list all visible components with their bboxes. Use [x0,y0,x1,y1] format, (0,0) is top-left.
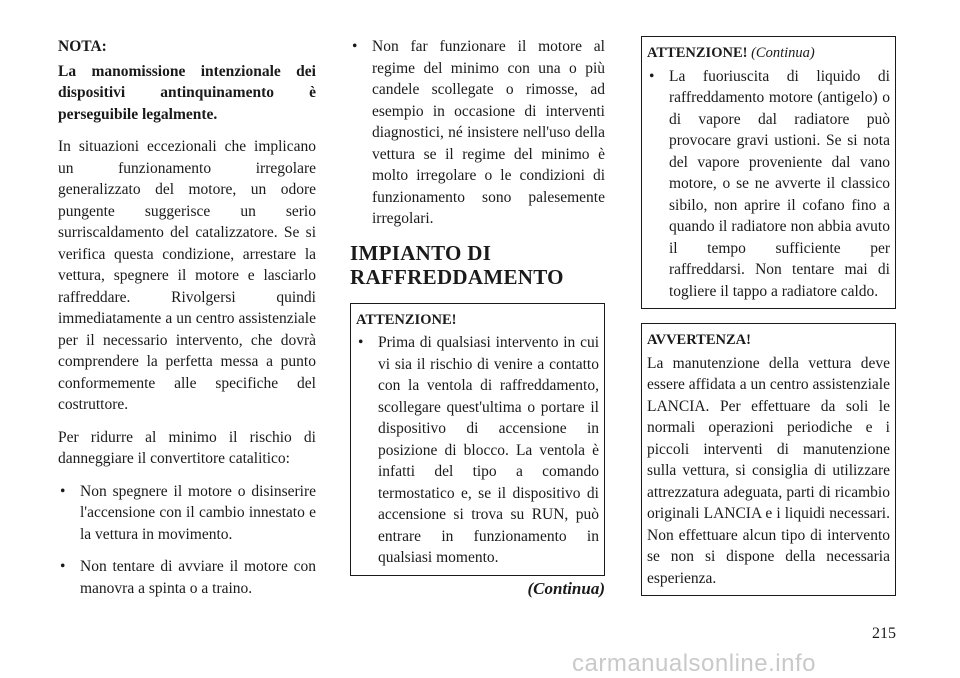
warning-title [647,43,890,65]
note-title: NOTA: [58,38,107,55]
section-title: IMPIANTO DI RAFFREDDAMENTO [350,240,564,289]
bullet-list [350,36,605,230]
watermark: carmanualsonline.info [572,650,816,677]
warning-list [647,66,890,303]
column-middle [350,36,605,599]
warning-text: • Prima di qualsiasi intervento in cui vi sia il rischio di venire a contatto con la ventola di raffreddamento, scollegare quest'ultima o portare il dispositivo di accensione in posizione di blocco. La ventola è infatti del tipo a comando termostatico e, se il dispositivo di accensione si trova su RUN, può entrare in funzionamento in qualsiasi momento. [356,332,599,569]
column-right [641,36,896,596]
warning-box [350,303,605,576]
list-item: • Non tentare di avviare il motore con manovra a spinta o a traino. [58,556,316,599]
caution-text: La manutenzione della vettura deve essere affidata a un centro assistenziale LANCIA. Per effettuare da soli le normali operazioni periodiche e i piccoli interventi di manutenzione sulla vettura, si consiglia di utilizzare attrezzatura adeguata, parti di ricambio originali LANCIA e i liquidi necessari. Non effettuare alcun tipo di intervento se non si dispone della necessaria esperienza. [647,354,890,587]
bullet-list [58,481,316,600]
caution-title: AVVERTENZA! [647,332,751,348]
list-item: • Non spegnere il motore o disinserire l'accensione con il cambio innestato e la vettura in movimento. [58,481,316,546]
continued-label: (Continua) [527,578,605,598]
paragraph-catalyst-intro: Per ridurre al minimo il rischio di danneggiare il convertitore catalitico: [58,428,316,467]
paragraph-catalyst-overheat: In situazioni eccezionali che implicano un funzionamento irregolare generalizzato del motore, un odore pungente suggerisce un serio surriscaldamento del catalizzatore. Se si verifica questa condizione, arrestare la vettura, spegnere il motore e lasciarlo raffreddare. Rivolgersi quindi immediatamente a un centro assistenziale per il necessario intervento, che dovrà comprendere la perfetta messa a punto conformemente alle specifiche del costruttore. [58,138,316,413]
column-left [58,36,316,610]
note-text: La manomissione intenzionale dei dispositivi antinquinamento è perseguibile legalmente. [58,62,316,123]
warning-title: ATTENZIONE! [356,311,457,328]
warning-continued-label: (Continua) [751,45,815,61]
list-item: • Non far funzionare il motore al regime del minimo con una o più candele scollegate o rimosse, ad esempio in occasione di interventi diagnostici, né insistere nell'uso della vettura se il regime del minimo è molto irregolare o le condizioni di funzionamento sono palesemente irregolari. [350,36,605,230]
warning-title-text: ATTENZIONE! [647,45,748,61]
caution-box [641,323,896,596]
warning-list [356,332,599,569]
warning-box-continued [641,36,896,309]
warning-text: • La fuoriuscita di liquido di raffreddamento motore (antigelo) o di vapore dal radiatore può provocare gravi ustioni. Se si nota del vapore proveniente dal vano motore, o se ne avverte il classico sibilo, non aprire il cofano fino a quando il radiatore non abbia avuto il tempo sufficiente per raffreddarsi. Non tentare mai di togliere il tappo a radiatore caldo. [647,66,890,303]
page-number: 215 [872,625,896,642]
